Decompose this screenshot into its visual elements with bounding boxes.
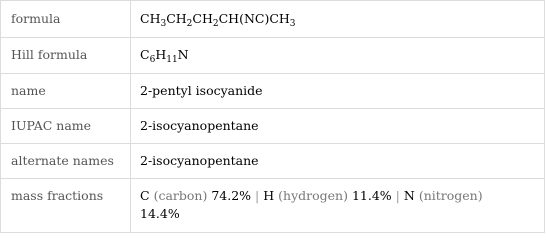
mass-fractions-row bbox=[1, 179, 545, 233]
separator: | bbox=[395, 188, 400, 203]
hill-part: C bbox=[140, 47, 150, 62]
name-value: 2-pentyl isocyanide bbox=[131, 74, 545, 109]
formula-subscript: 2 bbox=[186, 19, 193, 29]
hill-formula-value bbox=[131, 38, 545, 74]
hill-part: N bbox=[177, 47, 189, 62]
alternate-names-value: 2-isocyanopentane bbox=[131, 144, 545, 179]
hill-formula-row bbox=[1, 38, 545, 74]
separator: | bbox=[255, 188, 260, 203]
hill-subscript: 11 bbox=[166, 55, 178, 65]
hydrogen-name: (hydrogen) bbox=[278, 188, 348, 203]
formula-row bbox=[1, 1, 545, 38]
formula-subscript: 3 bbox=[160, 19, 167, 29]
name-label: name bbox=[1, 74, 131, 109]
formula-value bbox=[131, 1, 545, 38]
carbon-name: (carbon) bbox=[153, 188, 208, 203]
formula-label: formula bbox=[1, 1, 131, 38]
hydrogen-fraction: 11.4% bbox=[351, 188, 392, 203]
hill-formula-label: Hill formula bbox=[1, 38, 131, 74]
hill-subscript: 6 bbox=[149, 55, 156, 65]
nitrogen-symbol: N bbox=[403, 188, 415, 203]
formula-part: CH bbox=[166, 11, 187, 26]
alternate-names-row bbox=[1, 144, 545, 179]
formula-part: CH bbox=[192, 11, 213, 26]
mass-fractions-label: mass fractions bbox=[1, 179, 131, 233]
formula-subscript: 3 bbox=[289, 19, 296, 29]
name-row bbox=[1, 74, 545, 109]
iupac-name-row bbox=[1, 109, 545, 144]
nitrogen-fraction: 14.4% bbox=[140, 206, 180, 221]
hill-part: H bbox=[155, 47, 167, 62]
iupac-name-value: 2-isocyanopentane bbox=[131, 109, 545, 144]
mass-fractions-value bbox=[131, 179, 545, 233]
carbon-symbol: C bbox=[140, 188, 150, 203]
iupac-name-label: IUPAC name bbox=[1, 109, 131, 144]
hydrogen-symbol: H bbox=[263, 188, 275, 203]
formula-part: CH bbox=[140, 11, 161, 26]
nitrogen-name: (nitrogen) bbox=[418, 188, 483, 203]
formula-part: CH(NC)CH bbox=[218, 11, 290, 26]
carbon-fraction: 74.2% bbox=[211, 188, 252, 203]
alternate-names-label: alternate names bbox=[1, 144, 131, 179]
formula-subscript: 2 bbox=[212, 19, 219, 29]
